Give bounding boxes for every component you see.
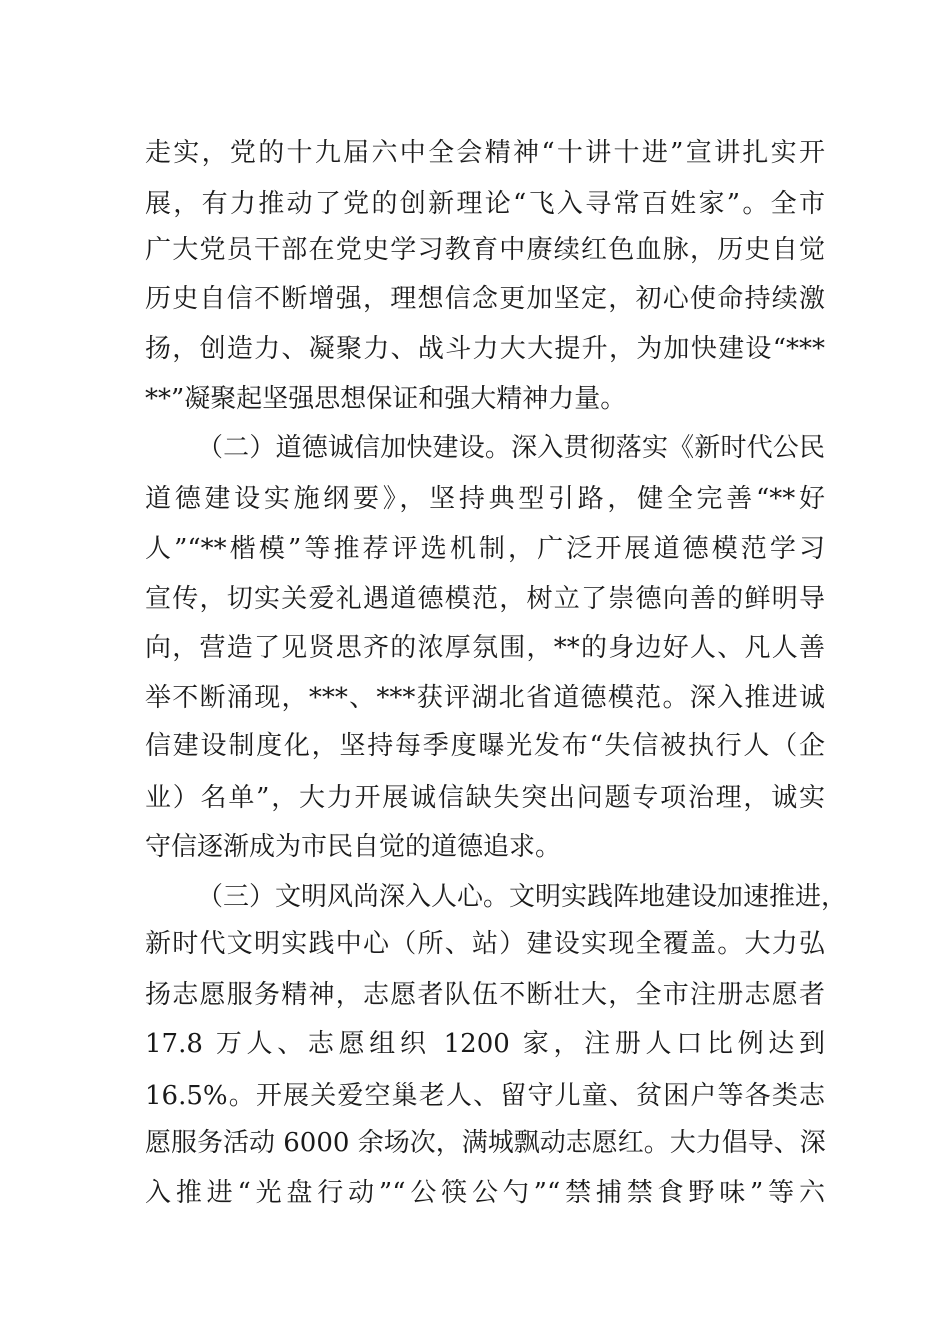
paragraph-first-line: （二）道德诚信加快建设。深入贯彻落实《新时代公民 [197, 433, 825, 463]
text-line: 道德建设实施纲要》，坚持典型引路，健全完善“**好 [145, 484, 825, 514]
text-line: 举不断涌现，***、***获评湖北省道德模范。深入推进诚 [145, 683, 825, 713]
text-line: 扬志愿服务精神，志愿者队伍不断壮大，全市注册志愿者 [145, 980, 825, 1010]
text-line: 守信逐渐成为市民自觉的道德追求。 [145, 832, 562, 862]
text-line: 17.8 万人、志愿组织 1200 家，注册人口比例达到 [145, 1029, 825, 1059]
text-line: **”凝聚起坚强思想保证和强大精神力量。 [145, 384, 627, 414]
text-line: 宣传，切实关爱礼遇道德模范，树立了崇德向善的鲜明导 [145, 584, 825, 614]
text-line: 扬，创造力、凝聚力、战斗力大大提升，为加快建设“*** [145, 334, 825, 364]
text-line: 展，有力推动了党的创新理论“飞入寻常百姓家”。全市 [145, 189, 825, 219]
text-line: 业）名单”，大力开展诚信缺失突出问题专项治理，诚实 [145, 783, 825, 813]
text-line: 新时代文明实践中心（所、站）建设实现全覆盖。大力弘 [145, 929, 825, 959]
text-line: 广大党员干部在党史学习教育中赓续红色血脉，历史自觉 [145, 235, 825, 265]
text-line: 人”“**楷模”等推荐评选机制，广泛开展道德模范学习 [145, 534, 825, 564]
text-line: 向，营造了见贤思齐的浓厚氛围，**的身边好人、凡人善 [145, 633, 825, 663]
paragraph-first-line: （三）文明风尚深入人心。文明实践阵地建设加速推进， [197, 882, 848, 912]
text-line: 入推进“光盘行动”“公筷公勺”“禁捕禁食野味”等六 [145, 1178, 825, 1208]
text-line: 走实，党的十九届六中全会精神“十讲十进”宣讲扎实开 [145, 138, 825, 168]
text-line: 信建设制度化，坚持每季度曝光发布“失信被执行人（企 [145, 731, 825, 761]
text-line: 历史自信不断增强，理想信念更加坚定，初心使命持续激 [145, 284, 825, 314]
text-line: 16.5%。开展关爱空巢老人、留守儿童、贫困户等各类志 [145, 1081, 825, 1111]
text-line: 愿服务活动 6000 余场次，满城飘动志愿红。大力倡导、深 [145, 1128, 826, 1158]
